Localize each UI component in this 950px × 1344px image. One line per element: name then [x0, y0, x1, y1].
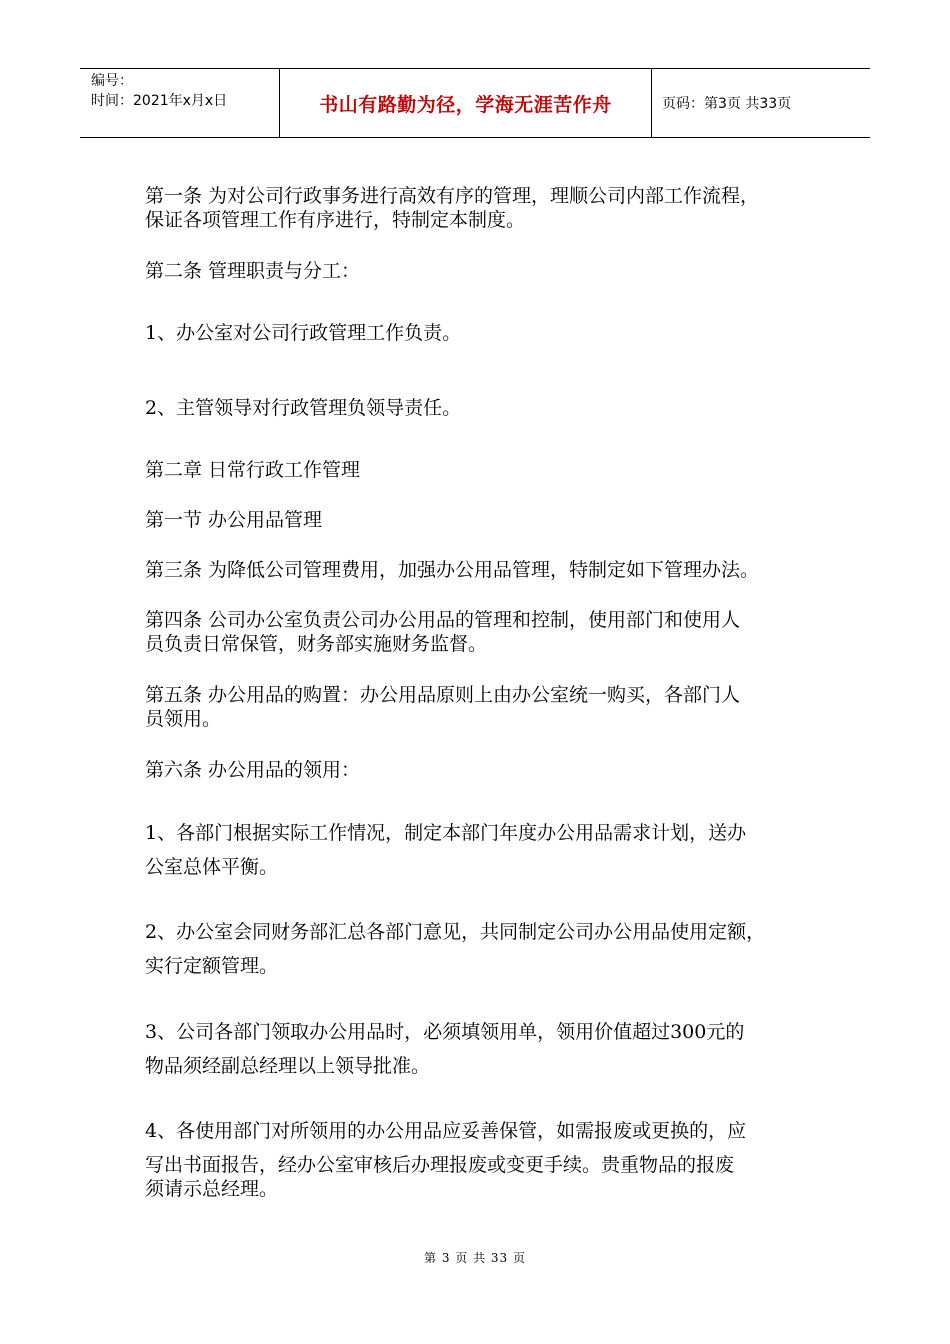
document-number-label: 编号： [91, 73, 133, 89]
text-line: 物品须经副总经理以上领导批准。 [145, 1055, 431, 1077]
page-header [80, 68, 870, 138]
text-line: 第二章 日常行政工作管理 [145, 459, 361, 481]
section-heading [145, 508, 825, 532]
requisition-item-2 [145, 920, 825, 978]
text-line: 第一条 为对公司行政事务进行高效有序的管理，理顺公司内部工作流程， [145, 185, 760, 207]
responsibility-item-2 [145, 396, 825, 420]
article-6 [145, 758, 825, 782]
text-line: 第五条 办公用品的购置：办公用品原则上由办公室统一购买，各部门人 [145, 684, 741, 706]
text-line: 第一节 办公用品管理 [145, 509, 323, 531]
header-page-number: 页码：第3页 共33页 [662, 96, 792, 112]
header-meta-cell [80, 69, 280, 137]
article-1 [145, 184, 825, 232]
article-4 [145, 608, 825, 656]
header-motto: 书山有路勤为径，学海无涯苦作舟 [280, 69, 652, 137]
document-date-label: 时间：2021年x月x日 [91, 93, 228, 109]
chapter-heading [145, 458, 825, 482]
requisition-item-4 [145, 1119, 825, 1201]
text-line: 1、各部门根据实际工作情况，制定本部门年度办公用品需求计划，送办 [145, 822, 747, 844]
article-2 [145, 259, 825, 283]
requisition-item-3 [145, 1020, 825, 1078]
text-line: 3、公司各部门领取办公用品时，必须填领用单，领用价值超过300元的 [145, 1021, 745, 1043]
text-line: 2、办公室会同财务部汇总各部门意见，共同制定公司办公用品使用定额， [145, 921, 766, 943]
text-line: 写出书面报告，经办公室审核后办理报废或变更手续。贵重物品的报废 [145, 1154, 735, 1176]
text-line: 第六条 办公用品的领用： [145, 759, 361, 781]
text-line: 第三条 为降低公司管理费用，加强办公用品管理，特制定如下管理办法。 [145, 559, 760, 581]
text-line: 第四条 公司办公室负责公司办公用品的管理和控制，使用部门和使用人 [145, 609, 741, 631]
requisition-item-1 [145, 821, 825, 879]
text-line: 第二条 管理职责与分工： [145, 260, 361, 282]
text-line: 实行定额管理。 [145, 955, 279, 977]
text-line: 公室总体平衡。 [145, 856, 279, 878]
article-3 [145, 558, 825, 582]
page-footer: 第 3 页 共 33 页 [424, 1251, 526, 1265]
text-line: 员领用。 [145, 708, 222, 730]
text-line: 保证各项管理工作有序进行，特制定本制度。 [145, 209, 526, 231]
text-line: 1、办公室对公司行政管理工作负责。 [145, 322, 462, 344]
text-line: 2、主管领导对行政管理负领导责任。 [145, 397, 462, 419]
text-line: 须请示总经理。 [145, 1178, 279, 1200]
responsibility-item-1 [145, 321, 825, 345]
article-5 [145, 683, 825, 731]
text-line: 4、各使用部门对所领用的办公用品应妥善保管，如需报废或更换的，应 [145, 1120, 747, 1142]
text-line: 员负责日常保管，财务部实施财务监督。 [145, 633, 488, 655]
